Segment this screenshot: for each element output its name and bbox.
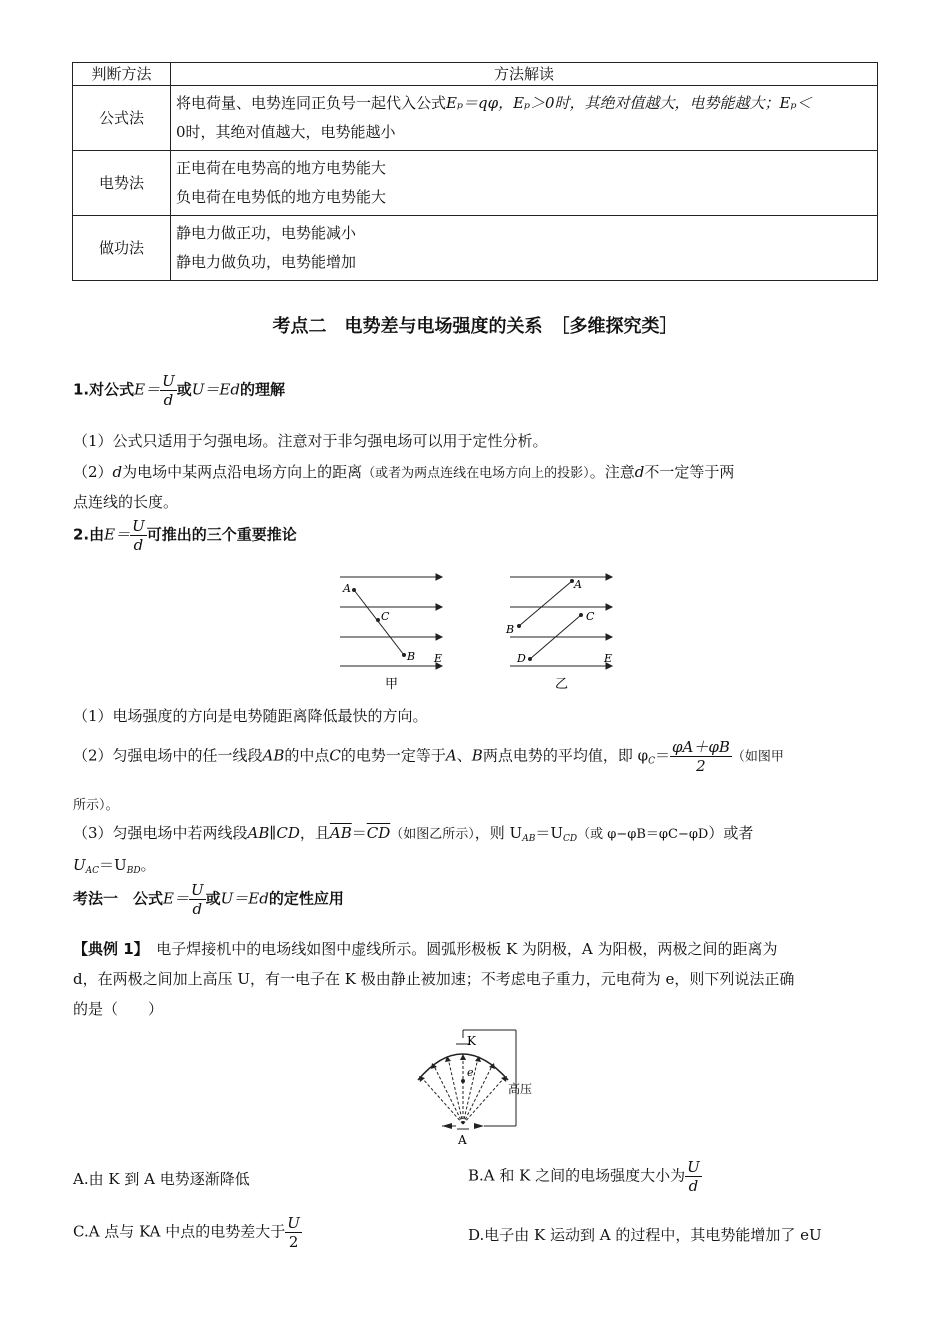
paragraph <box>73 822 753 844</box>
option-text: B.A 和 K 之间的电场强度大小为 <box>468 1166 686 1185</box>
text: 的中点 <box>284 746 330 765</box>
heading-text: 的定性应用 <box>268 889 344 908</box>
table-cell-explain <box>171 86 878 151</box>
fraction <box>189 881 206 918</box>
paragraph <box>73 738 784 775</box>
table-cell-explain <box>171 216 878 281</box>
label-b: B <box>506 623 515 636</box>
vector-cd: $\overline{CD}$ <box>366 824 391 842</box>
paragraph: （1）电场强度的方向是电势随距离降低最快的方向。 <box>73 707 428 725</box>
text: 电子焊接机中的电场线如图中虚线所示。圆弧形极板 K 为阴极，A 为阳极，两极之间的距离为 <box>156 940 778 958</box>
heading-text: 的理解 <box>239 380 285 399</box>
formula-text: CD <box>276 824 300 842</box>
table-header-explain: 方法解读 <box>171 63 878 86</box>
figure-welder <box>410 1028 540 1150</box>
fraction <box>670 738 732 775</box>
fraction-denominator: 2 <box>696 757 706 775</box>
table-cell-method: 公式法 <box>73 86 171 151</box>
text: ＝U <box>99 856 127 874</box>
formula-text: U <box>73 856 86 874</box>
table-cell-explain <box>171 151 878 216</box>
label-b: B <box>407 650 416 663</box>
text: （2） <box>73 463 113 481</box>
fraction-numerator: U <box>162 372 175 390</box>
fraction-denominator: d <box>133 536 144 554</box>
text-line: 将电荷量、电势连同正负号一起代入公式 <box>176 94 447 112</box>
text-line: 正电荷在电势高的地方电势能大 <box>176 159 387 177</box>
label-e: e <box>467 1066 474 1079</box>
formula-text: AB <box>247 824 270 842</box>
fraction <box>685 1158 702 1195</box>
text-line: 静电力做正功，电势能减小 <box>176 224 357 242</box>
label-e: E <box>434 652 443 665</box>
option-d[interactable]: D.电子由 K 运动到 A 的过程中，其电势能增加了 eU <box>468 1226 822 1244</box>
heading-text: 可推出的三个重要推论 <box>146 525 297 544</box>
figure-caption: 乙 <box>555 677 569 692</box>
formula-text: d <box>634 463 645 481</box>
table-row <box>73 86 878 151</box>
fraction <box>130 517 147 554</box>
option-c[interactable] <box>73 1214 302 1251</box>
kaofa-heading <box>73 881 344 918</box>
subscript: CD <box>562 834 578 844</box>
fraction-numerator: U <box>190 881 204 899</box>
formula-text: U＝Ed <box>191 380 240 399</box>
figure-yi <box>500 568 620 692</box>
fraction <box>285 1214 302 1251</box>
text: 、 <box>456 746 472 765</box>
formula-text: d <box>112 463 123 481</box>
table-row <box>73 216 878 281</box>
paragraph <box>73 461 734 482</box>
fraction-numerator: U <box>132 517 145 535</box>
formula-text: A <box>445 746 457 765</box>
fraction-denominator: d <box>192 900 203 918</box>
fraction-denominator: d <box>163 391 174 409</box>
note-text: （或者为两点连线在电场方向上的投影） <box>362 466 590 481</box>
formula-text: AB <box>262 746 285 765</box>
formula-text: E＝ <box>134 380 161 399</box>
text: ∥ <box>269 824 277 842</box>
example-line-1 <box>73 938 778 959</box>
text-line: 静电力做负功，电势能增加 <box>176 253 357 271</box>
option-a[interactable]: A.由 K 到 A 电势逐渐降低 <box>73 1170 250 1188</box>
figure-jia <box>330 568 450 692</box>
fraction-denominator: 2 <box>288 1233 299 1251</box>
formula-text: Eₚ＝qφ，Eₚ＞0时，其绝对值越大，电势能越大；Eₚ＜ <box>446 94 812 112</box>
heading-text: 或 <box>205 889 221 908</box>
text-line: 0时，其绝对值越大，电势能越小 <box>176 123 396 141</box>
label-c: C <box>381 610 390 623</box>
formula-text: B <box>471 746 483 765</box>
text: （2）匀强电场中的任一线段 <box>73 746 263 765</box>
subscript: AC <box>85 866 100 876</box>
text: 的电势一定等于 <box>340 746 446 765</box>
paragraph: 点连线的长度。 <box>73 493 179 511</box>
text: 为电场中某两点沿电场方向上的距离 <box>122 463 363 481</box>
label-d: D <box>517 652 526 665</box>
option-text: C.A 点与 KA 中点的电势差大于 <box>73 1222 286 1241</box>
text: 。注意 <box>589 463 635 481</box>
text: 不一定等于两 <box>644 463 735 481</box>
heading-text: 2.由 <box>73 525 105 544</box>
table-row <box>73 151 878 216</box>
note-text: （如图甲 <box>731 749 784 765</box>
fraction <box>160 372 177 409</box>
text: 两点电势的平均值，即 φ <box>482 746 649 765</box>
text: ）或者 <box>708 824 754 842</box>
subsection-1-heading <box>73 372 285 409</box>
paragraph: （1）公式只适用于匀强电场。注意对于非匀强电场可以用于定性分析。 <box>73 432 548 450</box>
formula-text: E＝ <box>163 889 189 908</box>
label-high-voltage: 高压 <box>508 1082 533 1096</box>
label-a: A <box>343 582 351 595</box>
label-a: A <box>574 578 582 591</box>
example-line-3: 的是（ ） <box>73 1000 164 1018</box>
note-text: （或 φ <box>577 827 617 842</box>
figure-caption: 甲 <box>385 677 399 692</box>
fraction-denominator: d <box>688 1177 699 1195</box>
table-header-method: 判断方法 <box>73 63 171 86</box>
paragraph: 所示）。 <box>73 798 119 813</box>
vector-ab: $\overline{AB}$ <box>329 824 352 842</box>
label-k: K <box>467 1034 476 1048</box>
text: ＝ <box>351 824 367 842</box>
fraction-numerator: U <box>687 1158 700 1176</box>
note-text: −φB＝φC−φD <box>616 827 709 842</box>
subscript: AB <box>522 834 536 844</box>
paragraph <box>73 854 156 876</box>
table-cell-method: 电势法 <box>73 151 171 216</box>
text: ，且 <box>299 824 330 842</box>
heading-text: 考法一 公式 <box>73 889 164 908</box>
text: （3）匀强电场中若两线段 <box>73 824 248 842</box>
fraction-numerator: U <box>287 1214 300 1232</box>
example-tag: 【典例 1】 <box>73 940 142 958</box>
label-a: A <box>458 1133 467 1147</box>
heading-text: 1.对公式 <box>73 380 135 399</box>
heading-text: 或 <box>176 380 192 399</box>
formula-text: U＝Ed <box>220 889 269 908</box>
label-c: C <box>586 610 595 623</box>
text-line: 负电荷在电势低的地方电势能大 <box>176 188 387 206</box>
subscript: BD <box>126 866 141 876</box>
table-header-row <box>73 63 878 86</box>
note-text: （如图乙所示） <box>390 827 475 842</box>
option-b[interactable] <box>468 1158 702 1195</box>
example-line-2: d，在两极之间加上高压 U，有一电子在 K 极由静止被加速；不考虑电子重力，元电荷为 e，则下列说法正确 <box>73 970 795 988</box>
text: ＝U <box>535 824 563 842</box>
section-title: 考点二 电势差与电场强度的关系 ［多维探究类］ <box>272 316 678 337</box>
table-cell-method: 做功法 <box>73 216 171 281</box>
subscript: C <box>648 756 655 767</box>
formula-text: E＝ <box>104 525 131 544</box>
subsection-2-heading <box>73 517 297 554</box>
text: 。 <box>140 856 156 874</box>
formula-text: C <box>329 746 341 765</box>
text: ，则 U <box>474 824 523 842</box>
method-table <box>72 62 878 281</box>
text: ＝ <box>654 746 670 765</box>
fraction-numerator: φA＋φB <box>672 738 730 756</box>
label-e: E <box>604 652 613 665</box>
